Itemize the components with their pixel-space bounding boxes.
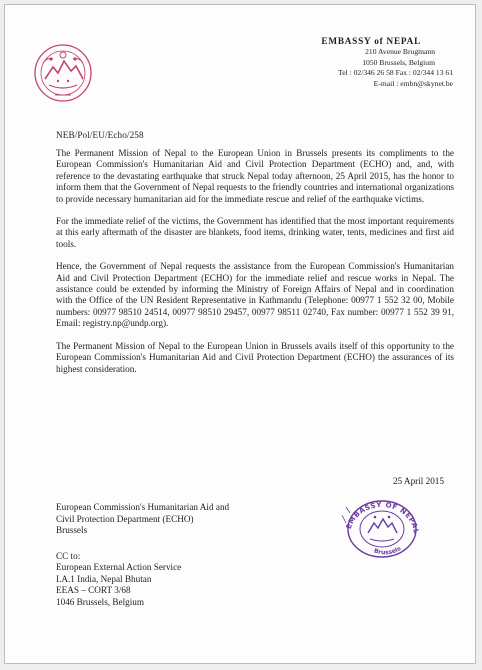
email-line: E-mail : embn@skynet.be <box>373 78 453 88</box>
embassy-name: EMBASSY of NEPAL <box>321 36 421 46</box>
cc-line: EEAS – CORT 3/68 <box>56 585 131 596</box>
address-line: 210 Avenue Brugmann <box>365 47 435 57</box>
cc-label: CC to: <box>56 551 81 561</box>
letter-page <box>4 4 476 664</box>
paragraph: The Permanent Mission of Nepal to the European Union in Brussels avails itself of this opportunity to the European Commission's Humanitarian Aid and Civil Protection Department (ECHO) the assurances of its highest consideration. <box>56 340 454 374</box>
reference-number: NEB/Pol/EU/Echo/258 <box>56 130 144 140</box>
addressee-line: European Commission's Humanitarian Aid and <box>56 502 230 512</box>
addressee-block <box>56 502 229 537</box>
seal-text-bottom: Brussels <box>373 545 403 557</box>
seal-text-top: EMBASSY OF NEPAL <box>344 500 421 535</box>
nepal-emblem-icon <box>31 41 95 105</box>
addressee-line: Brussels <box>56 525 88 536</box>
embassy-letterhead <box>273 36 453 89</box>
cc-line: European External Action Service <box>56 562 182 573</box>
letter-body <box>56 148 454 386</box>
paragraph: Hence, the Government of Nepal requests the assistance from the European Commission's Humanitarian Aid and Civil Protection Department (ECHO) for the immediate relief and rescue works in Nepal. The assistance could be extended by informing the Ministry of Foreign Affairs of Nepal and in coordination with the Office of the UN Resident Representative in Kathmandu (Telephone: 00977 1 552 32 00, Mobile numbers: 00977 98510 24514, 00977 98510 29457, 00977 98511 02740, Fax number: 00977 1 552 39 91, Email: registry.np@undp.org). <box>56 261 454 329</box>
paragraph: For the immediate relief of the victims, the Government has identified that the most important requirements at this early aftermath of the disaster are blankets, food items, drinking water, tents, medicines and first aid tools. <box>56 216 454 249</box>
cc-line: I.A.1 India, Nepal Bhutan <box>56 573 152 584</box>
paragraph: The Permanent Mission of Nepal to the European Union in Brussels presents its compliments to the European Commission's Humanitarian Aid and Civil Protection Department (ECHO) and, and, with reference to the devastating earthquake that struck Nepal today afternoon, 25 April 2015, has the honor to inform them that the Government of Nepal requests to the friendly countries and international organizations to provide necessary humanitarian aid for the immediate rescue and relief of the earthquake victims. <box>56 148 454 204</box>
address-line: 1050 Brussels, Belgium <box>362 57 435 67</box>
contact-line: Tel : 02/346 26 58 Fax : 02/344 13 61 <box>338 68 453 78</box>
svg-text:EMBASSY OF NEPAL <box>345 501 420 535</box>
cc-line: 1046 Brussels, Belgium <box>56 596 145 607</box>
cc-block <box>56 551 181 608</box>
letter-date: 25 April 2015 <box>392 476 444 486</box>
addressee-line: Civil Protection Department (ECHO) <box>56 513 194 524</box>
embassy-seal-icon <box>340 493 424 561</box>
